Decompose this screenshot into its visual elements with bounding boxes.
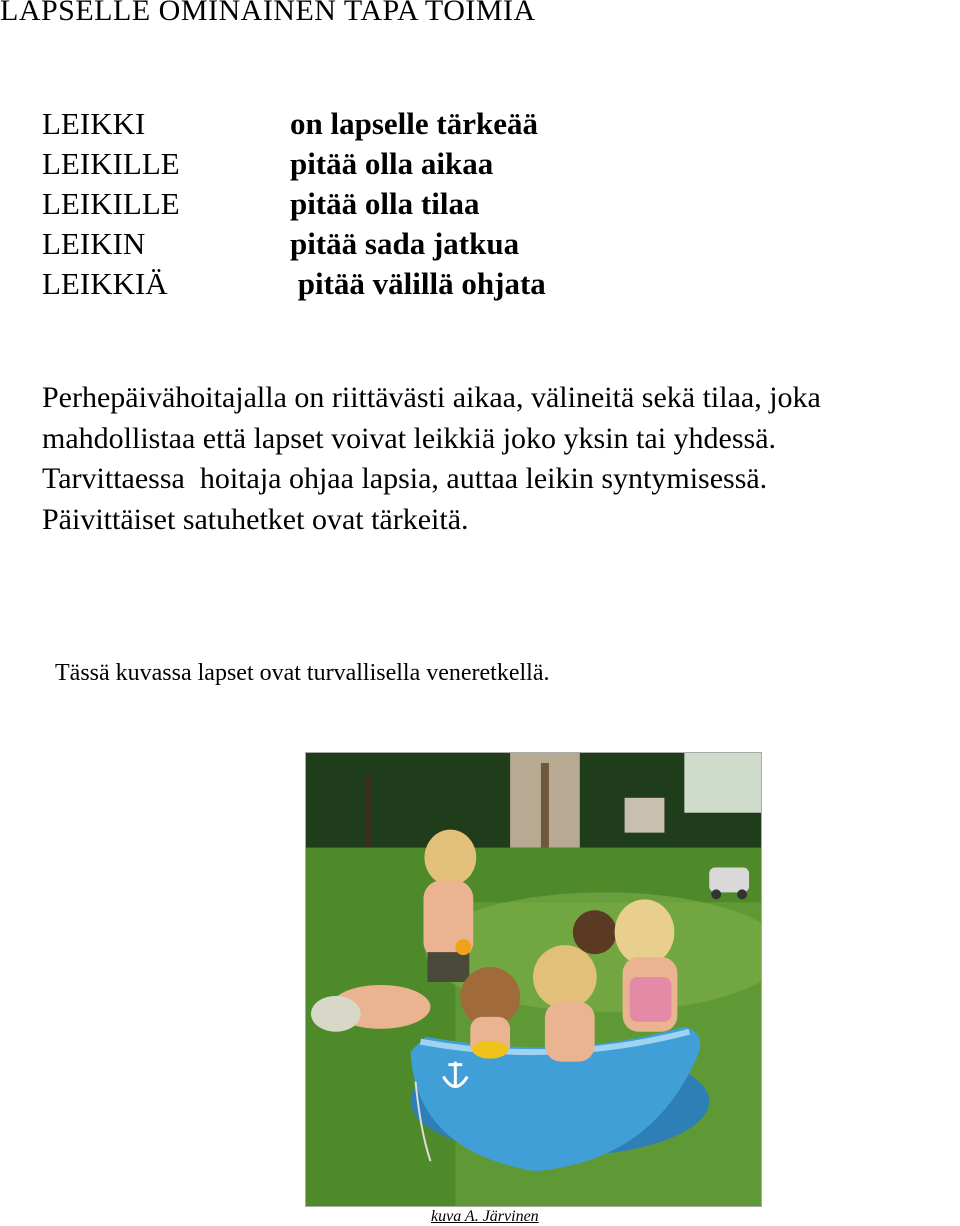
statement-key: LEIKILLE: [42, 146, 180, 181]
photo-credit: kuva A. Järvinen: [431, 1208, 539, 1225]
statement-value: pitää välillä ohjata: [290, 266, 546, 301]
statement-key: LEIKIN: [42, 226, 146, 261]
paragraph-line: Perhepäivähoitajalla on riittävästi aikaa, välineitä sekä tilaa, joka: [42, 381, 821, 414]
statement-key: LEIKKI: [42, 106, 146, 141]
paragraph-line: Tarvittaessa hoitaja ohjaa lapsia, auttaa leikin syntymisessä.: [42, 462, 768, 495]
statement-key: LEIKILLE: [42, 186, 180, 221]
play-statements: [42, 104, 546, 304]
statement-key: LEIKKIÄ: [42, 266, 168, 301]
statement-value: on lapselle tärkeää: [290, 106, 538, 141]
statement-row: [42, 184, 546, 224]
paragraph-line: Päivittäiset satuhetket ovat tärkeitä.: [42, 502, 469, 536]
children-boat-photo: [305, 752, 762, 1207]
paragraph-line: mahdollistaa että lapset voivat leikkiä joko yksin tai yhdessä.: [42, 421, 777, 455]
statement-row: [42, 224, 546, 264]
statement-value: pitää olla tilaa: [290, 186, 480, 221]
photo-caption: Tässä kuvassa lapset ovat turvallisella veneretkellä.: [55, 660, 550, 686]
body-paragraph: [42, 378, 821, 540]
page-title: LAPSELLE OMINAINEN TAPA TOIMIA: [0, 0, 536, 27]
photo-illustration: [306, 753, 761, 1206]
statement-value: pitää sada jatkua: [290, 226, 520, 261]
statement-value: pitää olla aikaa: [290, 146, 494, 181]
statement-row: [42, 264, 546, 304]
statement-row: [42, 104, 546, 144]
statement-row: [42, 144, 546, 184]
